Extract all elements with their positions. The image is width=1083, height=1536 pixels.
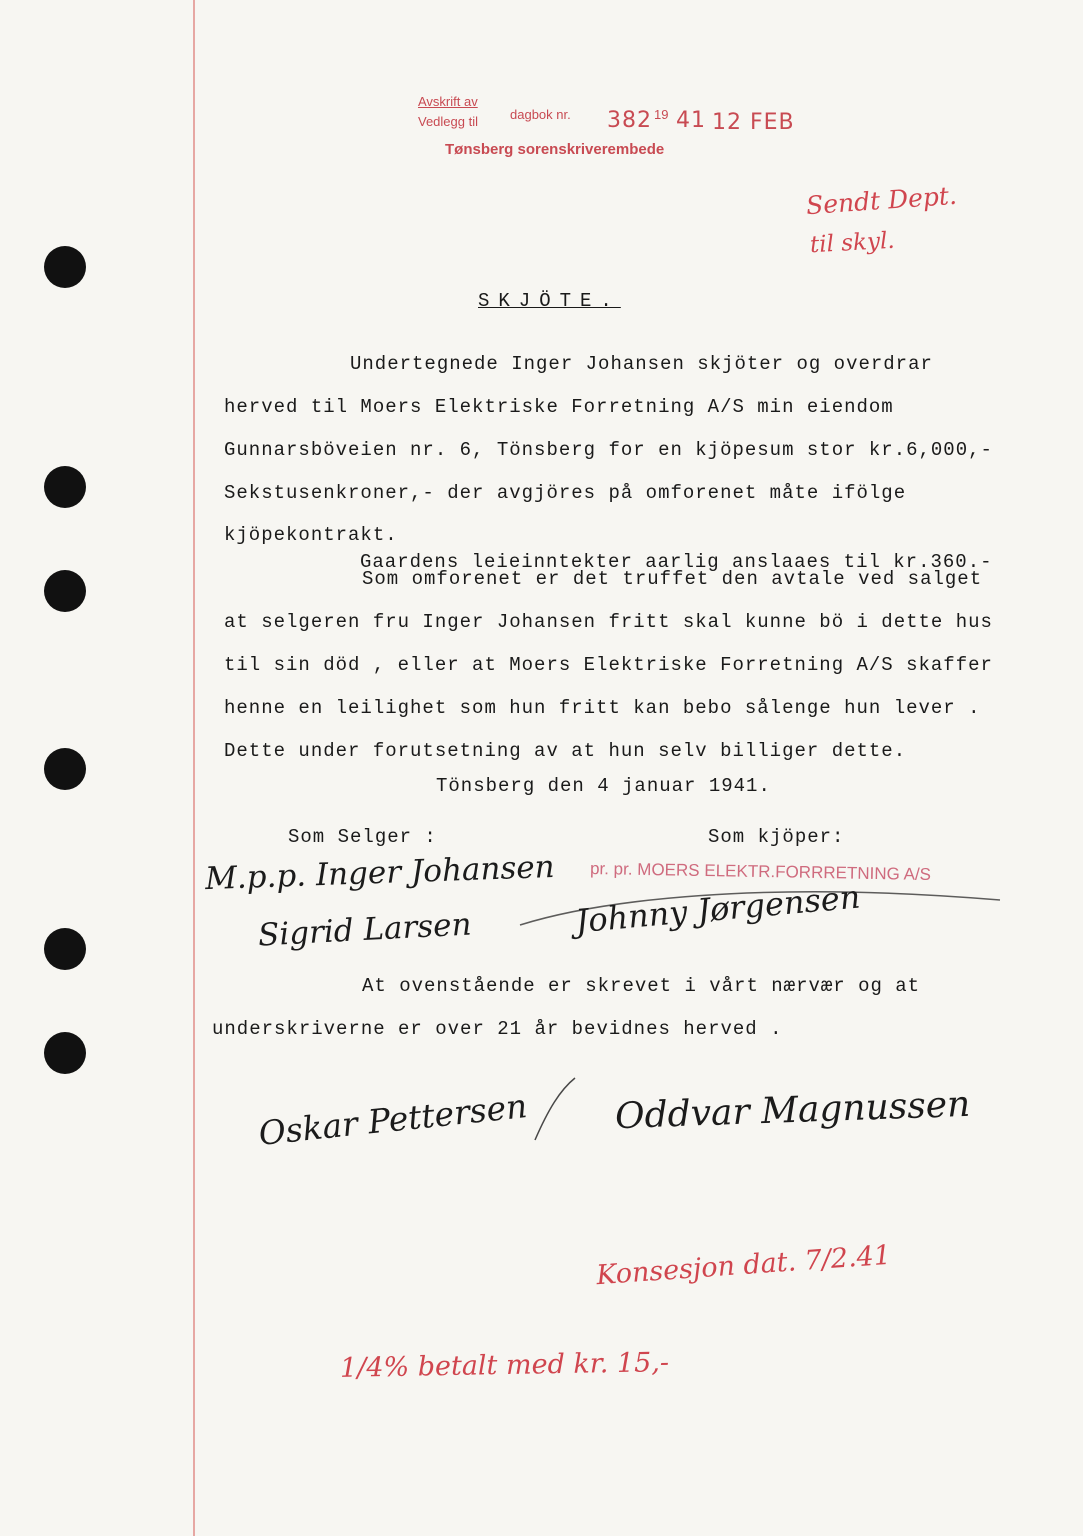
stamp-avskrift: Avskrift av [418,94,478,109]
stamp-year-prefix: 19 [654,107,669,122]
body-line: at selgeren fru Inger Johansen fritt skal kunne bö i dette hus [224,611,993,633]
annotation-fee: 1/4% betalt med kr. 15,- [339,1347,670,1384]
seller-signature: M.p.p. Inger Johansen [204,848,556,898]
witness-line: underskriverne er over 21 år bevidnes herved . [212,1018,783,1040]
body-line: kjöpekontrakt. [224,524,398,546]
witness-signature-1: Oskar Pettersen [256,1086,530,1153]
stamp-date: 12 FEB [712,110,795,135]
document-title: SKJÖTE. [478,290,621,312]
annotation-til-skyl: til skyl. [809,227,896,259]
body-line: Undertegnede Inger Johansen skjöter og overdrar [350,353,933,375]
body-line: Gunnarsböveien nr. 6, Tönsberg for en kjöpesum stor kr.6,000,- [224,439,993,461]
place-date: Tönsberg den 4 januar 1941. [436,775,771,797]
body-line-inserted: Gaardens leieinntekter aarlig anslaaes til kr.360.- [360,551,993,573]
body-line: Dette under forutsetning av at hun selv billiger dette. [224,740,907,762]
stamp-vedlegg: Vedlegg til [418,114,478,129]
body-line: Som omforenet er det truffet den avtale ved salget [362,568,983,590]
witness-line: At ovenstående er skrevet i vårt nærvær og at [362,975,921,997]
annotation-sendt-dept: Sendt Dept. [805,180,958,221]
body-line: til sin död , eller at Moers Elektriske Forretning A/S skaffer [224,654,993,676]
body-line: henne en leilighet som hun fritt kan bebo sålenge hun lever . [224,697,981,719]
seller-label: Som Selger : [288,826,437,848]
buyer-company-stamp: pr. pr. MOERS ELEKTR.FORRRETNING A/S [589,859,932,884]
witness-signature-2: Oddvar Magnussen [614,1083,971,1138]
annotation-konsesjon: Konsesjon dat. 7/2.41 [595,1239,892,1292]
stamp-dagbok: dagbok nr. [510,107,571,122]
stamp-number: 382 [607,108,652,133]
stamp-office: Tønsberg sorenskriverembede [445,141,665,158]
body-line: herved til Moers Elektriske Forretning A/S min eiendom [224,396,894,418]
seller-signature-2: Sigrid Larsen [257,906,473,954]
buyer-label: Som kjöper: [708,826,845,848]
stamp-year: 41 [676,108,706,133]
body-line: Sekstusenkroner,- der avgjöres på omforenet måte ifölge [224,482,907,504]
buyer-signature: Johnny Jørgensen [573,877,862,941]
